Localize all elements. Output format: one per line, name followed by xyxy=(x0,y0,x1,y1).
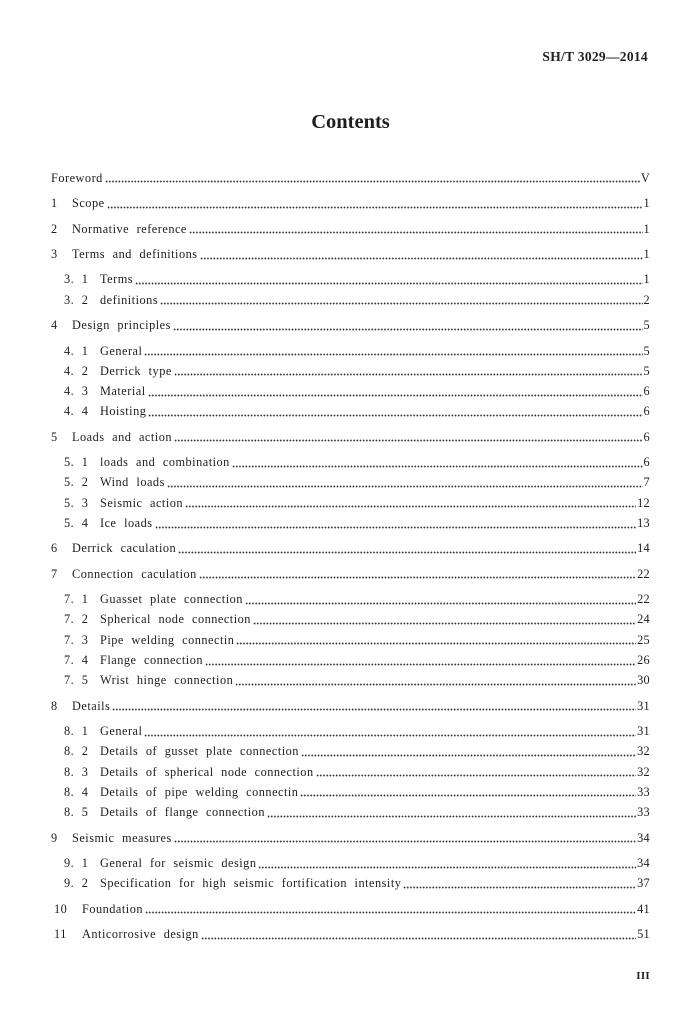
toc-entry-number: 7. 4 xyxy=(64,652,89,667)
toc-entry-title: Terms and definitions xyxy=(72,246,198,261)
toc-subsection-entry xyxy=(51,762,650,782)
toc-entry-page-number: 22 xyxy=(637,592,650,607)
toc-subsection-entry xyxy=(51,590,650,610)
toc-entry-number: 7. 2 xyxy=(64,612,89,627)
toc-section-entry xyxy=(51,219,650,239)
table-of-contents xyxy=(51,168,650,945)
toc-entry-number: 4 xyxy=(51,318,58,333)
dot-leader xyxy=(245,590,636,610)
toc-section-entry xyxy=(51,696,650,716)
toc-entry-number: 8. 2 xyxy=(64,744,89,759)
toc-entry-page-number: 32 xyxy=(637,764,650,779)
toc-entry-number: 6 xyxy=(51,541,58,556)
toc-section-entry xyxy=(51,899,650,919)
toc-subsection-entry xyxy=(51,473,650,493)
dot-leader xyxy=(174,828,636,848)
toc-subsection-entry xyxy=(51,381,650,401)
toc-entry-number: 4. 4 xyxy=(64,404,89,419)
page-title: Contents xyxy=(311,111,390,133)
toc-entry-title: loads and combination xyxy=(100,455,230,470)
toc-subsection-entry xyxy=(51,493,650,513)
toc-entry-number: 8. 3 xyxy=(64,764,89,779)
toc-entry-number: 5. 3 xyxy=(64,495,89,510)
toc-entry-page-number: 6 xyxy=(643,429,650,444)
toc-entry-title: General xyxy=(100,724,143,739)
toc-subsection-entry xyxy=(51,341,650,361)
toc-entry-page-number: 12 xyxy=(637,495,650,510)
toc-entry-title: Details of spherical node connection xyxy=(100,764,314,779)
toc-entry-title: Specification for high seismic fortification intensity xyxy=(100,876,402,891)
toc-entry-page-number: 34 xyxy=(637,855,650,870)
toc-entry-number: 7. 3 xyxy=(64,632,89,647)
dot-leader xyxy=(173,315,643,335)
toc-entry-title: Wind loads xyxy=(100,475,165,490)
toc-subsection-entry xyxy=(51,270,650,290)
dot-leader xyxy=(201,924,636,944)
dot-leader xyxy=(167,473,643,493)
toc-entry-page-number: 41 xyxy=(637,901,650,916)
toc-entry-title: Details xyxy=(72,698,111,713)
dot-leader xyxy=(235,671,636,691)
toc-entry-number: 10 xyxy=(54,901,68,916)
toc-entry-page-number: 6 xyxy=(643,455,650,470)
toc-entry-page-number: 7 xyxy=(643,475,650,490)
toc-entry-page-number: 37 xyxy=(637,876,650,891)
toc-entry-page-number: 1 xyxy=(643,272,650,287)
toc-entry-page-number: 30 xyxy=(637,673,650,688)
toc-entry-title: General for seismic design xyxy=(100,855,257,870)
toc-entry-page-number: 1 xyxy=(643,246,650,261)
toc-subsection-entry xyxy=(51,453,650,473)
dot-leader xyxy=(199,564,636,584)
toc-entry-number: 5 xyxy=(51,429,58,444)
toc-entry-page-number: 14 xyxy=(637,541,650,556)
toc-entry-number: 3. 2 xyxy=(64,292,89,307)
dot-leader xyxy=(174,361,643,381)
toc-entry-title: definitions xyxy=(100,292,159,307)
toc-subsection-entry xyxy=(51,361,650,381)
toc-entry-title: Seismic measures xyxy=(72,830,172,845)
toc-entry-page-number: 31 xyxy=(637,698,650,713)
dot-leader xyxy=(107,193,643,213)
page-number: III xyxy=(636,970,650,982)
dot-leader xyxy=(300,782,636,802)
toc-subsection-entry xyxy=(51,630,650,650)
toc-entry-title: Foundation xyxy=(82,901,144,916)
toc-entry-title: Details of flange connection xyxy=(100,805,265,820)
dot-leader xyxy=(155,513,637,533)
toc-entry-page-number: 26 xyxy=(637,652,650,667)
dot-leader xyxy=(148,402,642,422)
toc-subsection-entry xyxy=(51,650,650,670)
toc-entry-title: Connection caculation xyxy=(72,566,197,581)
toc-entry-page-number: 13 xyxy=(637,515,650,530)
dot-leader xyxy=(145,899,636,919)
toc-entry-title: Terms xyxy=(100,272,134,287)
toc-entry-page-number: 5 xyxy=(643,318,650,333)
toc-entry-number: 9. 2 xyxy=(64,876,89,891)
dot-leader xyxy=(236,630,636,650)
toc-entry-title: Wrist hinge connection xyxy=(100,673,234,688)
toc-entry-number: 7. 5 xyxy=(64,673,89,688)
toc-subsection-entry xyxy=(51,742,650,762)
dot-leader xyxy=(178,539,636,559)
dot-leader xyxy=(316,762,636,782)
toc-entry-page-number: 31 xyxy=(637,724,650,739)
standard-code-header: SH/T 3029—2014 xyxy=(542,49,648,64)
toc-entry-number: 8. 1 xyxy=(64,724,89,739)
dot-leader xyxy=(144,721,636,741)
toc-entry-page-number: 6 xyxy=(643,404,650,419)
dot-leader xyxy=(258,853,636,873)
toc-entry-number: 5. 1 xyxy=(64,455,89,470)
toc-entry-number: 5. 4 xyxy=(64,515,89,530)
toc-entry-number: 8 xyxy=(51,698,58,713)
toc-entry-page-number: 33 xyxy=(637,784,650,799)
toc-entry-number: 8. 4 xyxy=(64,784,89,799)
toc-entry-page-number: 32 xyxy=(637,744,650,759)
toc-section-entry xyxy=(51,828,650,848)
toc-subsection-entry xyxy=(51,513,650,533)
toc-entry-page-number: 5 xyxy=(643,343,650,358)
toc-section-entry xyxy=(51,193,650,213)
toc-entry-page-number: 33 xyxy=(637,805,650,820)
toc-subsection-entry xyxy=(51,290,650,310)
toc-entry-title: General xyxy=(100,343,143,358)
toc-subsection-entry xyxy=(51,671,650,691)
toc-entry-title: Normative reference xyxy=(72,221,187,236)
toc-entry-number: 11 xyxy=(54,927,67,942)
toc-entry-number: 4. 3 xyxy=(64,384,89,398)
toc-entry-number: 8. 5 xyxy=(64,805,89,820)
toc-entry-number: 3. 1 xyxy=(64,272,89,287)
toc-subsection-entry xyxy=(51,802,650,822)
toc-entry-title: Hoisting xyxy=(100,404,147,419)
toc-entry-number: 2 xyxy=(51,221,58,236)
toc-entry-title: Spherical node connection xyxy=(100,612,251,627)
toc-entry-number: 9 xyxy=(51,830,58,845)
dot-leader xyxy=(205,650,636,670)
toc-entry-number: 4. 1 xyxy=(64,343,89,358)
toc-entry-title: Ice loads xyxy=(100,515,153,530)
dot-leader xyxy=(160,290,642,310)
toc-entry-title: Design principles xyxy=(72,318,171,333)
toc-entry-number: 7 xyxy=(51,566,58,581)
dot-leader xyxy=(189,219,643,239)
toc-section-entry xyxy=(51,168,650,188)
toc-subsection-entry xyxy=(51,782,650,802)
toc-section-entry xyxy=(51,564,650,584)
toc-entry-number: 5. 2 xyxy=(64,475,89,490)
toc-entry-title: Details of pipe welding connectin xyxy=(100,784,299,799)
toc-entry-number: 7. 1 xyxy=(64,592,89,607)
dot-leader xyxy=(267,802,636,822)
toc-entry-title: Guasset plate connection xyxy=(100,592,243,607)
toc-entry-page-number: 25 xyxy=(637,632,650,647)
toc-entry-number: 9. 1 xyxy=(64,855,89,870)
toc-section-entry xyxy=(51,315,650,335)
toc-subsection-entry xyxy=(51,610,650,630)
dot-leader xyxy=(301,742,636,762)
dot-leader xyxy=(144,341,642,361)
toc-entry-page-number: 1 xyxy=(643,196,650,211)
dot-leader xyxy=(148,381,643,401)
toc-entry-title: Derrick caculation xyxy=(72,541,177,556)
dot-leader xyxy=(200,244,643,264)
toc-entry-title: Foreword xyxy=(51,170,103,185)
toc-entry-title: Pipe welding connectin xyxy=(100,632,235,647)
dot-leader xyxy=(112,696,636,716)
dot-leader xyxy=(253,610,636,630)
toc-entry-page-number: 1 xyxy=(643,221,650,236)
toc-subsection-entry xyxy=(51,402,650,422)
dot-leader xyxy=(105,168,640,188)
toc-entry-title: Derrick type xyxy=(100,363,172,378)
toc-section-entry xyxy=(51,924,650,944)
toc-entry-title: Loads and action xyxy=(72,429,173,444)
dot-leader xyxy=(174,427,643,447)
toc-section-entry xyxy=(51,244,650,264)
toc-entry-page-number: 2 xyxy=(643,292,650,307)
toc-entry-number: 3 xyxy=(51,246,58,261)
toc-entry-page-number: 5 xyxy=(643,363,650,378)
dot-leader xyxy=(185,493,636,513)
toc-subsection-entry xyxy=(51,721,650,741)
toc-subsection-entry xyxy=(51,853,650,873)
toc-entry-number: 4. 2 xyxy=(64,363,89,378)
dot-leader xyxy=(135,270,642,290)
dot-leader xyxy=(232,453,643,473)
toc-entry-page-number: 24 xyxy=(637,612,650,627)
toc-entry-page-number: 22 xyxy=(637,566,650,581)
toc-entry-page-number: 34 xyxy=(637,830,650,845)
dot-leader xyxy=(403,874,636,894)
toc-section-entry xyxy=(51,427,650,447)
toc-section-entry xyxy=(51,539,650,559)
toc-entry-page-number: 51 xyxy=(637,927,650,942)
toc-entry-title: Flange connection xyxy=(100,652,203,667)
toc-entry-page-number: V xyxy=(640,170,650,185)
toc-entry-page-number: 6 xyxy=(643,384,650,398)
toc-entry-title: Material xyxy=(100,384,146,398)
toc-entry-title: Scope xyxy=(72,196,105,211)
toc-entry-title: Anticorrosive design xyxy=(82,927,199,942)
toc-entry-title: Details of gusset plate connection xyxy=(100,744,299,759)
toc-entry-number: 1 xyxy=(51,196,58,211)
toc-entry-title: Seismic action xyxy=(100,495,184,510)
toc-subsection-entry xyxy=(51,874,650,894)
